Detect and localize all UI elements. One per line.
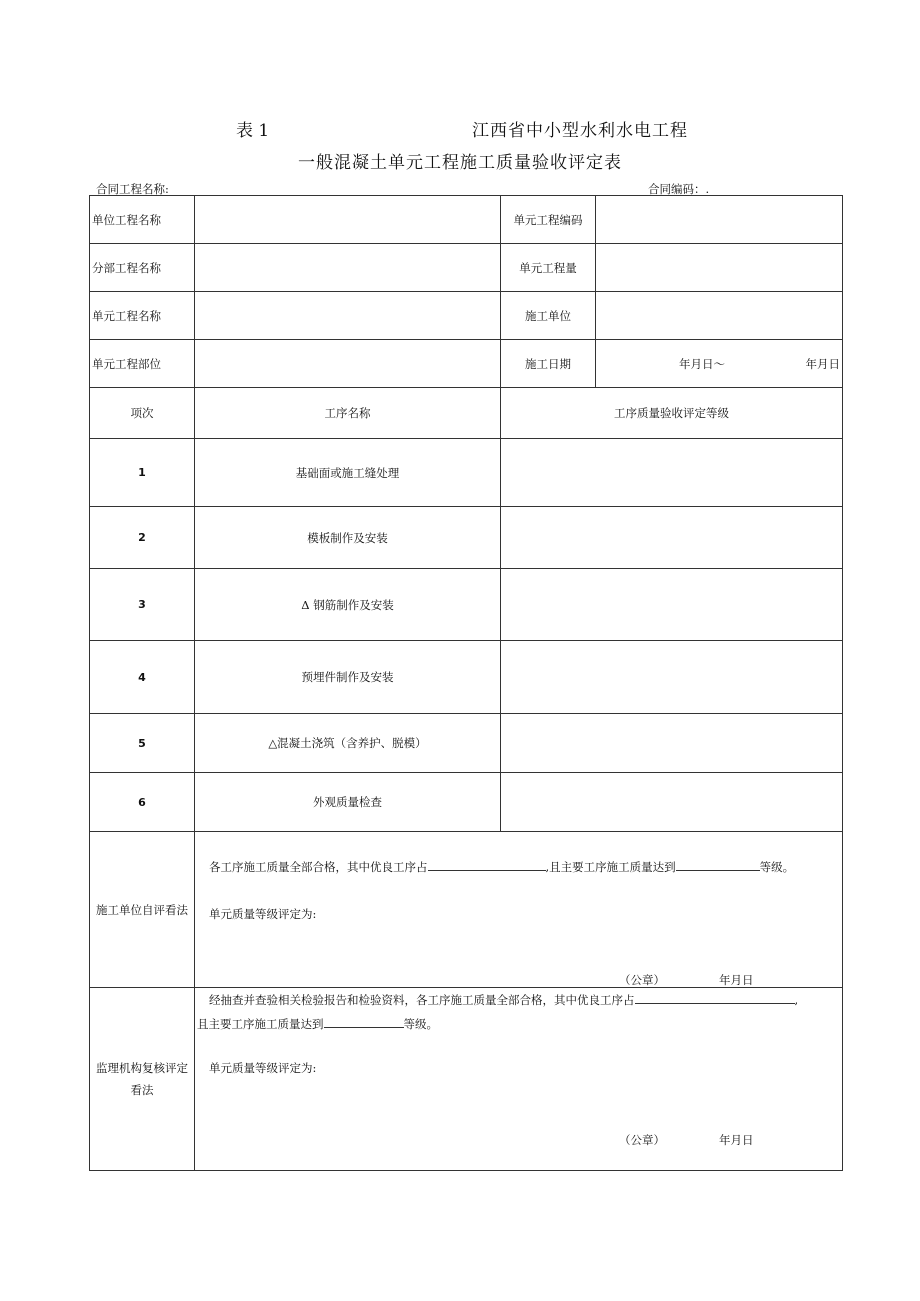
table-row <box>90 773 843 832</box>
unit-element-code-value[interactable] <box>596 196 843 244</box>
contract-code-label: 合同编码：. <box>648 182 710 196</box>
date-start: 年月日～ <box>679 356 725 371</box>
construction-unit-label: 施工单位 <box>501 292 596 340</box>
process-no: 1 <box>90 439 195 507</box>
division-project-name-label: 分部工程名称 <box>90 244 195 292</box>
table-row <box>90 569 843 641</box>
unit-element-quantity-value[interactable] <box>596 244 843 292</box>
division-project-name-value[interactable] <box>195 244 501 292</box>
supervisor-text-a: 经抽查并查验相关检验报告和检验资料，各工序施工质量全部合格，其中优良工序占 <box>209 993 635 1007</box>
supervisor-label-line1: 监理机构复核评定 <box>96 1061 188 1075</box>
self-eval-text-b: ,且主要工序施工质量达到 <box>545 860 676 874</box>
table-label: 表 1 <box>236 121 270 141</box>
info-row-division-project <box>90 244 843 292</box>
table-row <box>90 641 843 714</box>
info-row-unit-location <box>90 340 843 388</box>
process-no: 5 <box>90 714 195 773</box>
supervisor-text-b: , <box>794 993 799 1007</box>
process-grade-value[interactable] <box>501 773 843 832</box>
process-grade-header: 工序质量验收评定等级 <box>501 388 843 439</box>
supervisor-text-d: 等级。 <box>403 1017 438 1031</box>
process-name: 预埋件制作及安装 <box>195 641 501 714</box>
self-evaluation-content <box>195 832 843 988</box>
self-eval-text-c: 等级。 <box>759 860 795 874</box>
contract-name-label: 合同工程名称: <box>96 182 169 196</box>
supervisor-main-grade-blank[interactable] <box>324 1015 404 1028</box>
supervisor-grade-line: 单元质量等级评定为: <box>209 1061 317 1075</box>
supervisor-excellent-ratio-blank[interactable] <box>635 991 795 1004</box>
process-name: △混凝土浇筑（含养护、脱模） <box>195 714 501 773</box>
supervisor-statement-line2 <box>197 1015 438 1032</box>
construction-unit-value[interactable] <box>596 292 843 340</box>
process-name: 基础面或施工缝处理 <box>195 439 501 507</box>
supervisor-evaluation-row <box>90 988 843 1171</box>
construction-date-label: 施工日期 <box>501 340 596 388</box>
info-row-unit-project <box>90 196 843 244</box>
process-name-header: 工序名称 <box>195 388 501 439</box>
process-name: 模板制作及安装 <box>195 507 501 569</box>
supervisor-label-line2: 看法 <box>130 1083 154 1097</box>
unit-element-code-label: 单元工程编码 <box>501 196 596 244</box>
process-grade-value[interactable] <box>501 507 843 569</box>
process-no: 3 <box>90 569 195 641</box>
unit-element-location-label: 单元工程部位 <box>90 340 195 388</box>
process-grade-value[interactable] <box>501 569 843 641</box>
inspection-form <box>89 195 843 1171</box>
date-end: 年月日 <box>805 356 840 371</box>
unit-element-location-value[interactable] <box>195 340 501 388</box>
page-title: 江西省中小型水利水电工程 <box>472 121 688 141</box>
excellent-ratio-blank[interactable] <box>428 858 546 871</box>
unit-element-name-value[interactable] <box>195 292 501 340</box>
construction-date-value[interactable] <box>596 340 843 388</box>
unit-project-name-label: 单位工程名称 <box>90 196 195 244</box>
supervisor-seal: （公章） <box>619 1133 665 1147</box>
self-eval-grade-line: 单元质量等级评定为: <box>209 907 317 921</box>
self-evaluation-row <box>90 832 843 988</box>
unit-element-quantity-label: 单元工程量 <box>501 244 596 292</box>
unit-element-name-label: 单元工程名称 <box>90 292 195 340</box>
process-name: Δ 钢筋制作及安装 <box>195 569 501 641</box>
item-no-header: 项次 <box>90 388 195 439</box>
process-header-row <box>90 388 843 439</box>
main-grade-blank[interactable] <box>676 858 760 871</box>
self-eval-text-a: 各工序施工质量全部合格，其中优良工序占 <box>209 860 428 874</box>
supervisor-evaluation-content <box>195 988 843 1171</box>
self-eval-statement <box>209 858 794 875</box>
process-name: 外观质量检查 <box>195 773 501 832</box>
self-evaluation-label: 施工单位自评看法 <box>90 832 195 988</box>
self-eval-seal: （公章） <box>619 973 665 987</box>
process-grade-value[interactable] <box>501 439 843 507</box>
info-row-unit-element <box>90 292 843 340</box>
page-subtitle: 一般混凝土单元工程施工质量验收评定表 <box>298 153 622 173</box>
process-grade-value[interactable] <box>501 641 843 714</box>
process-grade-value[interactable] <box>501 714 843 773</box>
process-no: 6 <box>90 773 195 832</box>
unit-project-name-value[interactable] <box>195 196 501 244</box>
supervisor-text-c: 且主要工序施工质量达到 <box>197 1017 324 1031</box>
table-row <box>90 507 843 569</box>
supervisor-date: 年月日 <box>719 1133 754 1147</box>
supervisor-statement-line1 <box>209 991 798 1008</box>
table-row <box>90 439 843 507</box>
supervisor-evaluation-label <box>90 988 195 1171</box>
self-eval-date: 年月日 <box>719 973 754 987</box>
process-no: 2 <box>90 507 195 569</box>
process-no: 4 <box>90 641 195 714</box>
table-row <box>90 714 843 773</box>
